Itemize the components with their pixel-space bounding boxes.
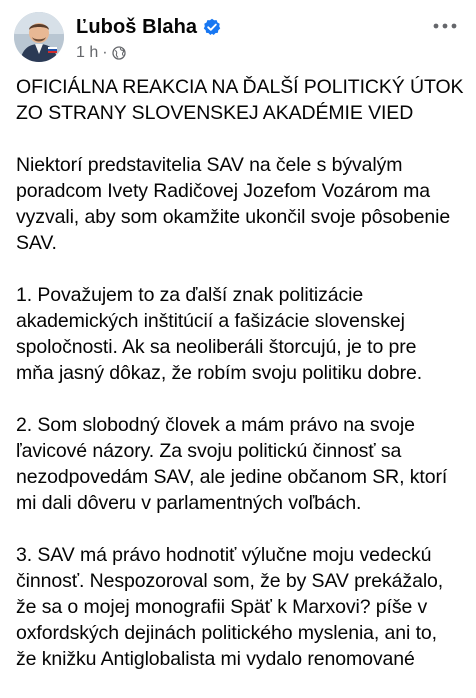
post-heading: OFICIÁLNA REAKCIA NA ĎALŠÍ POLITICKÝ ÚTOK ZO STRANY SLOVENSKEJ AKADÉMIE VIED	[16, 76, 464, 124]
post-header	[0, 0, 476, 72]
avatar-image	[14, 12, 64, 62]
meta-separator: ·	[102, 44, 108, 61]
post-paragraph-point-3: 3. SAV má právo hodnotiť výlučne moju vedeckú činnosť. Nespozoroval som, že by SAV prekážalo, že sa o mojej monografii Späť k Marxovi? píše v oxfordských dejinách politického myslenia, ani to, že knižku Antiglobalista mi vydalo renomované	[16, 544, 444, 670]
globe-icon[interactable]	[112, 46, 126, 60]
author-name[interactable]: Ľuboš Blaha	[76, 15, 198, 38]
avatar[interactable]	[14, 12, 64, 62]
post-paragraph-intro: Niektorí predstavitelia SAV na čele s bývalým poradcom Ivety Radičovej Jozefom Vozárom ma vyzvali, aby som okamžite ukončil svoje pôsobenie SAV.	[16, 154, 451, 254]
post-meta	[76, 43, 126, 63]
post-paragraph-point-2: 2. Som slobodný človek a mám právo na svoje ľavicové názory. Za svoju politickú činnosť sa nezodpovedám SAV, ale jedine občanom SR, ktorí mi dali dôveru v parlamentných voľbách.	[16, 414, 448, 514]
author-line	[76, 14, 221, 40]
post-text	[16, 74, 464, 698]
verified-badge-icon	[203, 18, 221, 36]
post-paragraph-point-1: 1. Považujem to za ďalší znak politizácie akademických inštitúcií a fašizácie slovenskej spoločnosti. Ak sa neoliberáli štorcujú, je to pre mňa jasný dôkaz, že robím svoju politiku dobre.	[16, 284, 423, 384]
more-options-icon	[433, 23, 457, 29]
more-options-button[interactable]	[428, 14, 462, 38]
post-timestamp[interactable]: 1 h	[76, 44, 99, 61]
